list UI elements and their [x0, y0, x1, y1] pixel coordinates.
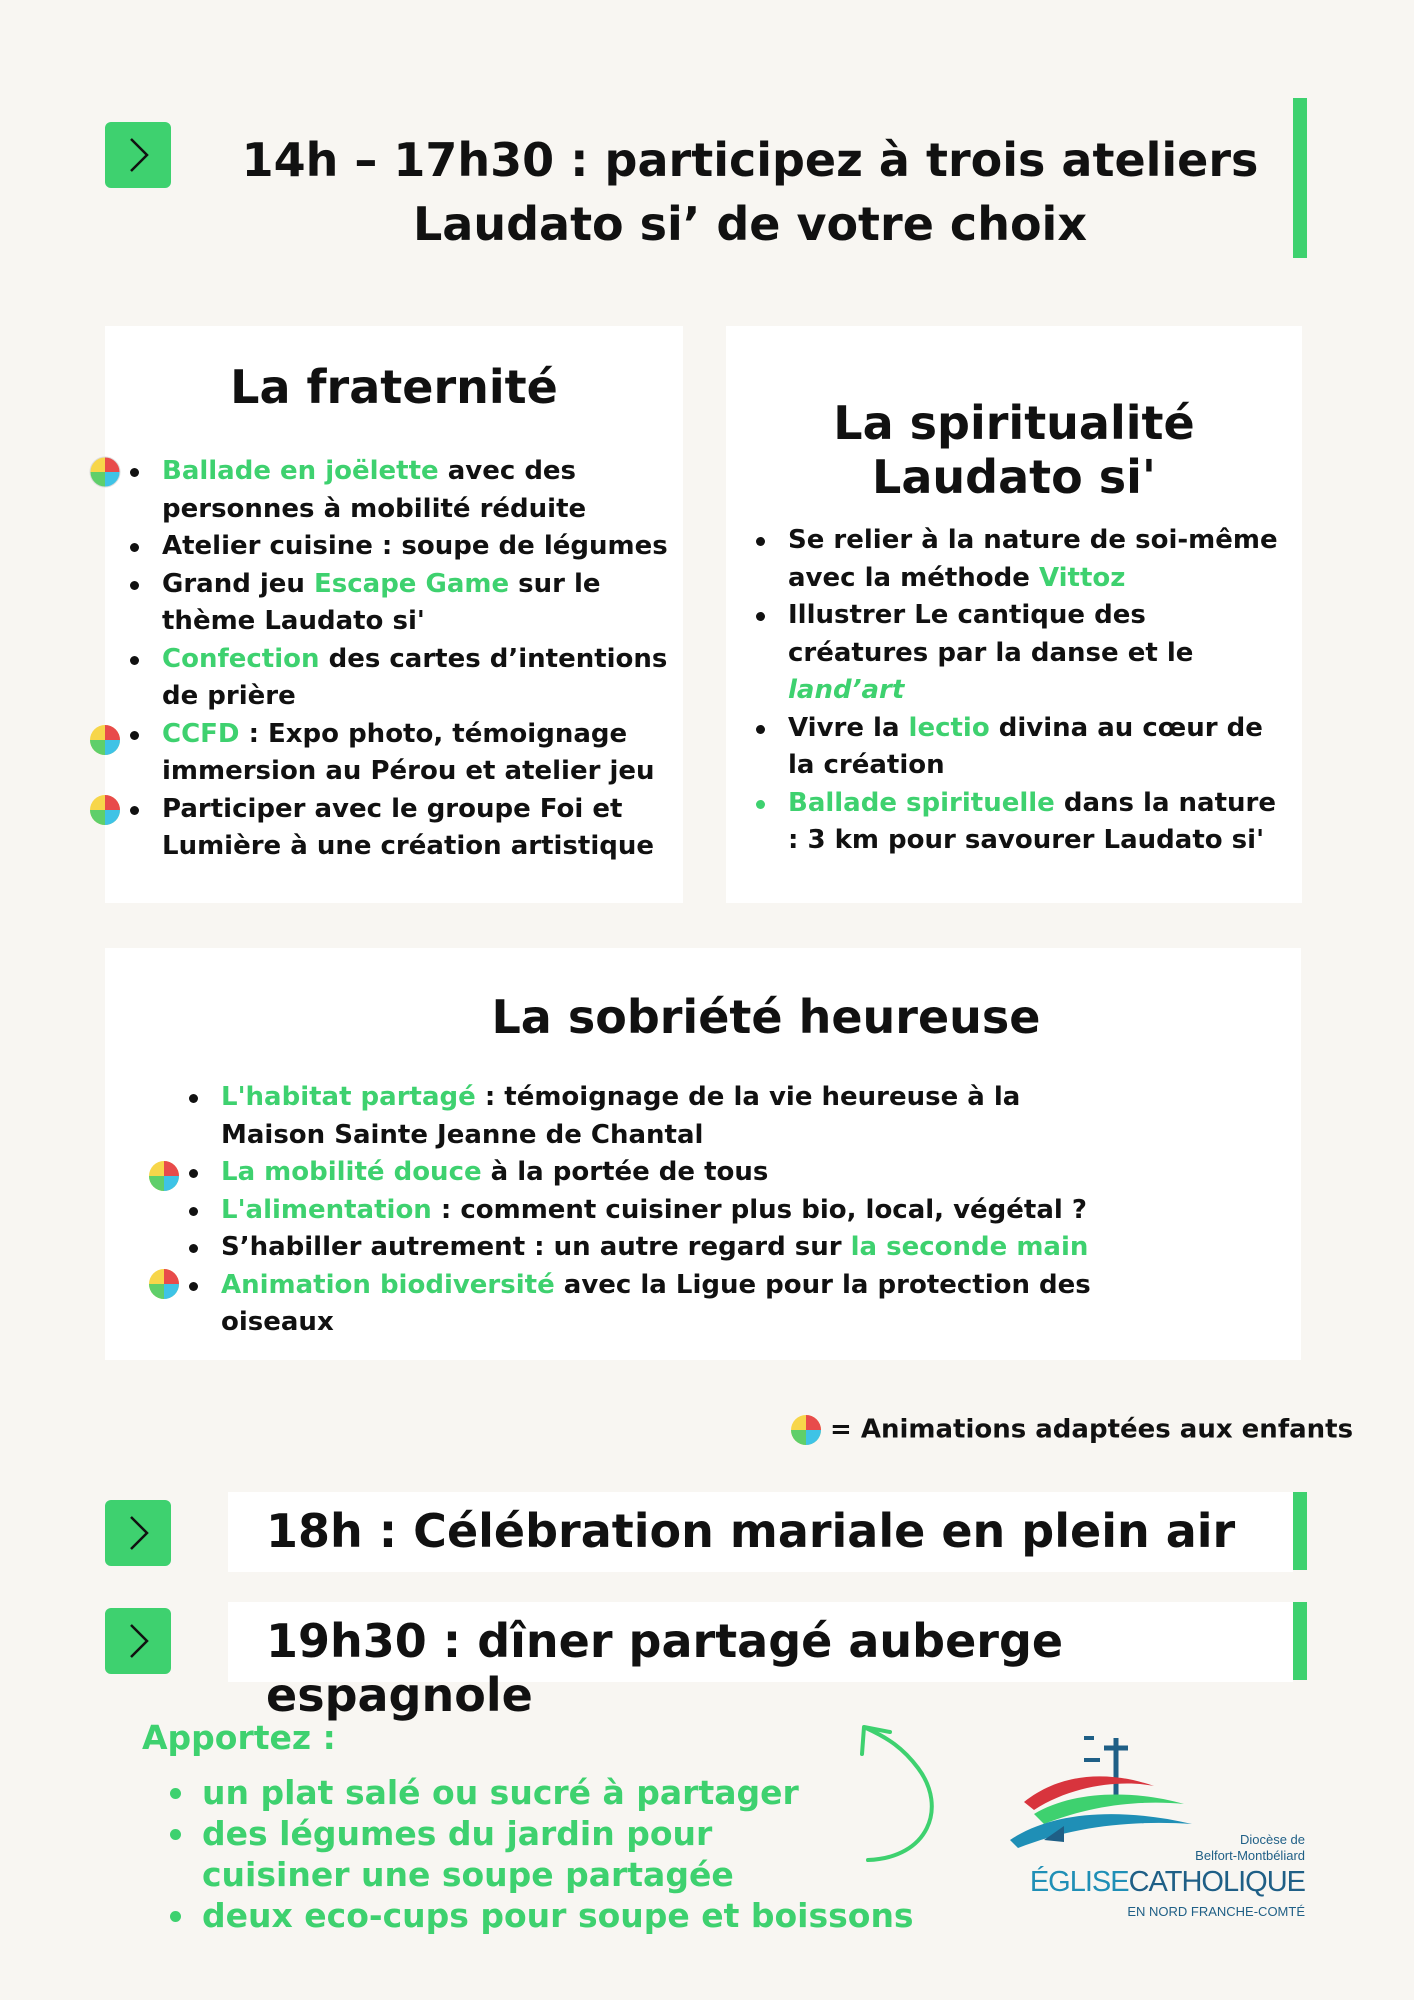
list-item: Grand jeu Escape Game sur le thème Laudato si' — [128, 566, 668, 641]
list-spiritualite — [754, 522, 1294, 860]
list-item: La mobilité douce à la portée de tous — [187, 1154, 1187, 1192]
list-fraternite — [128, 453, 668, 866]
logo-tagline: EN NORD FRANCHE-COMTÉ — [1127, 1904, 1305, 1919]
title-line-2: Laudato si’ de votre choix — [413, 197, 1087, 251]
beach-ball-icon — [89, 724, 121, 756]
logo-diocese-line1: Diocèse de — [1239, 1832, 1305, 1847]
card-fraternite — [105, 326, 683, 903]
banner-celebration — [228, 1492, 1293, 1572]
page-title — [200, 128, 1300, 256]
logo-brand: ÉGLISECATHOLIQUE — [1029, 1866, 1305, 1898]
banner-diner — [228, 1602, 1293, 1722]
list-item: Ballade en joëlette avec des personnes à mobilité réduite — [128, 453, 668, 528]
list-item: Participer avec le groupe Foi et Lumière à une création artistique — [128, 791, 668, 866]
beach-ball-icon — [89, 456, 121, 488]
curved-arrow-icon — [848, 1718, 948, 1868]
banner-diner-text: 19h30 : dîner partagé auberge espagnole — [266, 1614, 1064, 1722]
list-item: Confection des cartes d’intentions de prière — [128, 641, 668, 716]
bring-item: des légumes du jardin pour cuisiner une soupe partagée — [168, 1813, 868, 1895]
chevron-right-icon-celebration — [105, 1500, 171, 1566]
list-item: Se relier à la nature de soi-même avec la méthode Vittoz — [754, 522, 1294, 597]
list-item: Illustrer Le cantique des créatures par la danse et le land’art — [754, 597, 1294, 710]
card-title-fraternite: La fraternité — [230, 360, 558, 414]
list-item: L'alimentation : comment cuisiner plus bio, local, végétal ? — [187, 1192, 1187, 1230]
logo-diocese-line2: Belfort-Montbéliard — [1195, 1848, 1305, 1863]
legend — [790, 1414, 1353, 1446]
card-sobriete — [105, 948, 1301, 1360]
beach-ball-icon — [148, 1268, 180, 1300]
legend-text: = Animations adaptées aux enfants — [830, 1414, 1354, 1445]
beach-ball-icon — [89, 794, 121, 826]
chevron-right-icon-diner — [105, 1608, 171, 1674]
banner-celebration-text: 18h : Célébration mariale en plein air — [266, 1504, 1236, 1558]
bring-item: un plat salé ou sucré à partager — [168, 1772, 948, 1813]
list-item: L'habitat partagé : témoignage de la vie heureuse à la Maison Sainte Jeanne de Chantal — [187, 1079, 1087, 1154]
title-line-1: 14h – 17h30 : participez à trois ateliers — [241, 133, 1259, 187]
list-sobriete — [187, 1079, 1187, 1342]
list-item: Atelier cuisine : soupe de légumes — [128, 528, 668, 566]
beach-ball-icon — [148, 1160, 180, 1192]
card-spiritualite — [726, 326, 1302, 903]
card-title-sobriete: La sobriété heureuse — [491, 990, 1041, 1044]
list-item: Vivre la lectio divina au cœur de la création — [754, 710, 1294, 785]
chevron-right-icon-header — [105, 122, 171, 188]
list-item: CCFD : Expo photo, témoignage immersion au Pérou et atelier jeu — [128, 716, 668, 791]
accent-bar-celebration — [1293, 1492, 1307, 1570]
bring-item: deux eco-cups pour soupe et boissons — [168, 1895, 948, 1936]
beach-ball-icon — [790, 1414, 822, 1446]
bring-list — [168, 1772, 948, 1936]
list-item: Ballade spirituelle dans la nature : 3 km pour savourer Laudato si' — [754, 785, 1294, 860]
list-item: S’habiller autrement : un autre regard sur la seconde main — [187, 1229, 1187, 1267]
accent-bar-diner — [1293, 1602, 1307, 1680]
bring-title: Apportez : — [142, 1718, 336, 1757]
list-item: Animation biodiversité avec la Ligue pour la protection des oiseaux — [187, 1267, 1187, 1342]
card-title-spiritualite: La spiritualité Laudato si' — [833, 396, 1195, 504]
